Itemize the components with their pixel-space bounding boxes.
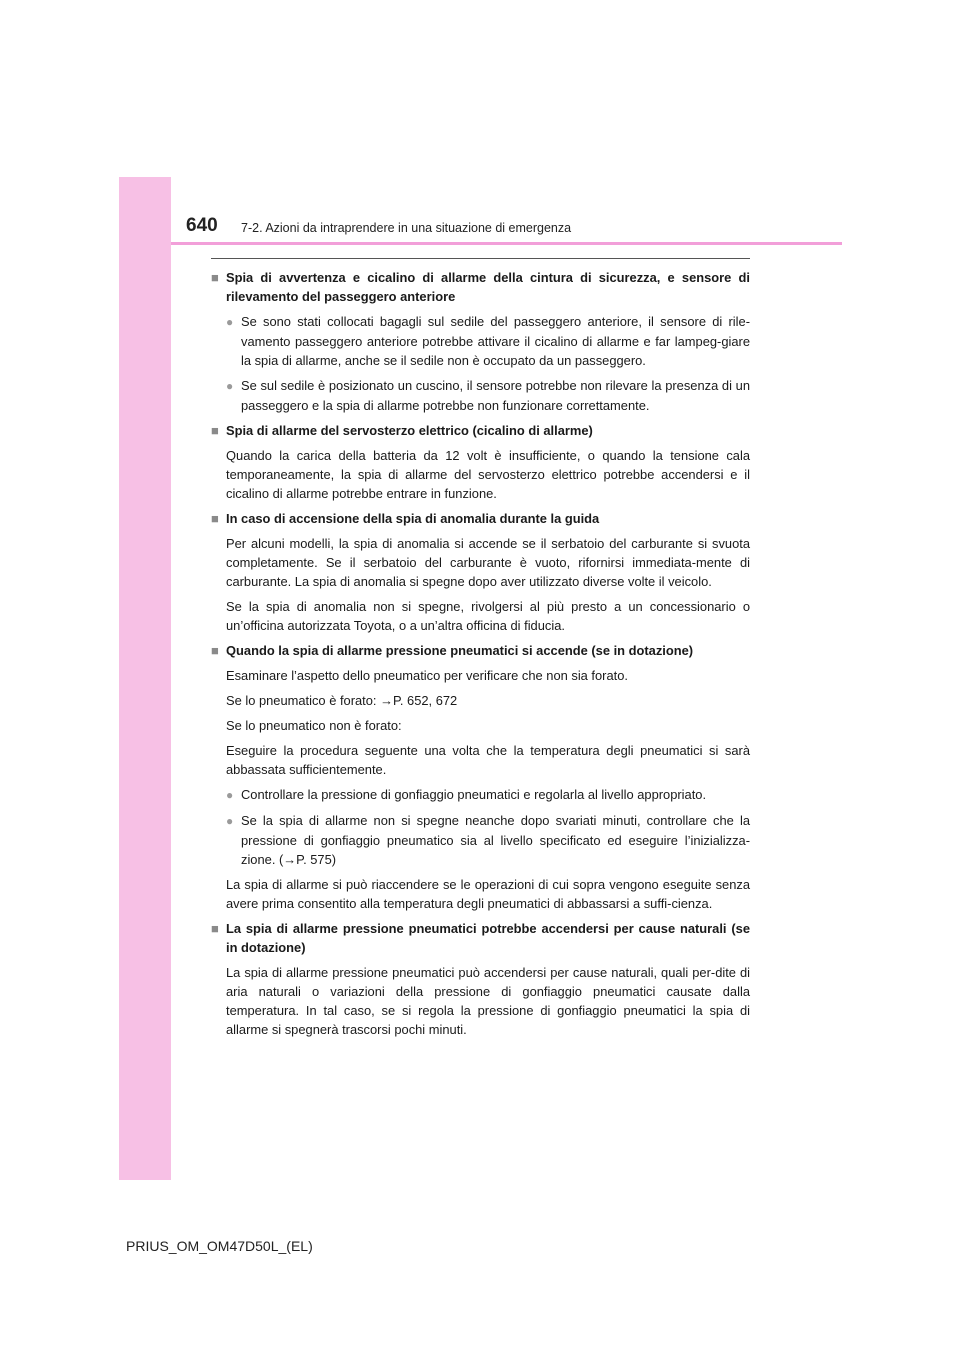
bullet-item (226, 811, 750, 869)
section-heading (211, 509, 750, 528)
paragraph: Eseguire la procedura seguente una volta che la temperatura degli pneumatici si sarà abbassata sufficientemente. (226, 743, 750, 777)
section-heading-text: Quando la spia di allarme pressione pneumatici si accende (se in dotazione) (226, 643, 694, 658)
bullet-text: Se sul sedile è posizionato un cuscino, il sensore potrebbe non rilevare la presenza di un passeggero e la spia di allarme potrebbe non funzionare correttamente. (241, 378, 750, 413)
paragraph: Esaminare l’aspetto dello pneumatico per verificare che non sia forato. (226, 668, 628, 683)
circle-bullet-icon: ● (226, 315, 234, 329)
bullet-text: Se la spia di allarme non si spegne neanche dopo svariati minuti, controllare che la pressione di gonfiaggio pneumatico sia al livello specificato ed eseguire l’inizializza-zione. (→P. 575) (241, 813, 750, 867)
paragraph: La spia di allarme pressione pneumatici può accendersi per cause naturali, quali per-dite di aria naturali o variazioni della pressione di gonfiaggio pneumatici causate dalla temperatura. In tal caso, se si regola la pressione di gonfiaggio pneumatici la spia di allarme si spegnerà trascorsi pochi minuti. (226, 965, 750, 1037)
paragraph: Se lo pneumatico non è forato: (226, 718, 402, 733)
header-rule (171, 242, 842, 245)
bullet-text: Se sono stati collocati bagagli sul sedile del passeggero anteriore, il sensore di rile-vamento passeggero anteriore potrebbe attivare il cicalino di allarme e far lampeg-giare la spia di allarme, anche se il sedile non è occupato da un passeggero. (241, 314, 750, 368)
bullet-item (226, 785, 750, 805)
page-number: 640 (186, 215, 218, 236)
section-heading-text: In caso di accensione della spia di anomalia durante la guida (226, 511, 600, 526)
section-heading (211, 919, 750, 957)
square-icon: ■ (211, 270, 219, 285)
section-heading (211, 268, 750, 306)
bullet-text: Controllare la pressione di gonfiaggio pneumatici e regolarla al livello appropriato. (241, 787, 707, 802)
square-icon: ■ (211, 423, 219, 438)
section-heading-text: Spia di allarme del servosterzo elettrico (cicalino di allarme) (226, 423, 593, 438)
section-heading-text: La spia di allarme pressione pneumatici potrebbe accendersi per cause naturali (se in dotazione) (226, 921, 750, 955)
paragraph: La spia di allarme si può riaccendere se le operazioni di cui sopra vengono eseguite senza avere prima consentito alla temperatura degli pneumatici di abbassarsi a suffi-cienza. (226, 877, 750, 911)
page-content (211, 258, 750, 1045)
circle-bullet-icon: ● (226, 379, 234, 393)
paragraph: Quando la carica della batteria da 12 volt è insufficiente, o quando la tensione cala temporaneamente, la spia di allarme del servosterzo elettrico potrebbe accendersi e il cicalino di allarme potrebbe entrare in funzione. (226, 448, 750, 501)
paragraph: Per alcuni modelli, la spia di anomalia si accende se il serbatoio del carburante si svuota completamente. Se il serbatoio del carburante è vuoto, rifornirsi immediata-mente di carburante. La spia di anomalia si spegne dopo aver utilizzato diverse volte il veicolo. (226, 536, 750, 589)
section-heading-text: Spia di avvertenza e cicalino di allarme della cintura di sicurezza, e sensore di rilevamento del passeggero anteriore (226, 270, 750, 304)
section-heading (211, 421, 750, 440)
bullet-item (226, 376, 750, 415)
square-icon: ■ (211, 511, 219, 526)
paragraph: Se lo pneumatico è forato: →P. 652, 672 (226, 693, 458, 708)
section-heading (211, 641, 750, 660)
paragraph: Se la spia di anomalia non si spegne, rivolgersi al più presto a un concessionario o un’officina autorizzata Toyota, o a un’altra officina di fiducia. (226, 599, 750, 633)
circle-bullet-icon: ● (226, 814, 234, 828)
section-title: 7-2. Azioni da intraprendere in una situazione di emergenza (241, 221, 572, 235)
document-code: PRIUS_OM_OM47D50L_(EL) (126, 1238, 313, 1254)
square-icon: ■ (211, 643, 219, 658)
page-side-tab (119, 177, 171, 1180)
square-icon: ■ (211, 921, 219, 936)
circle-bullet-icon: ● (226, 788, 234, 802)
bullet-item (226, 312, 750, 370)
